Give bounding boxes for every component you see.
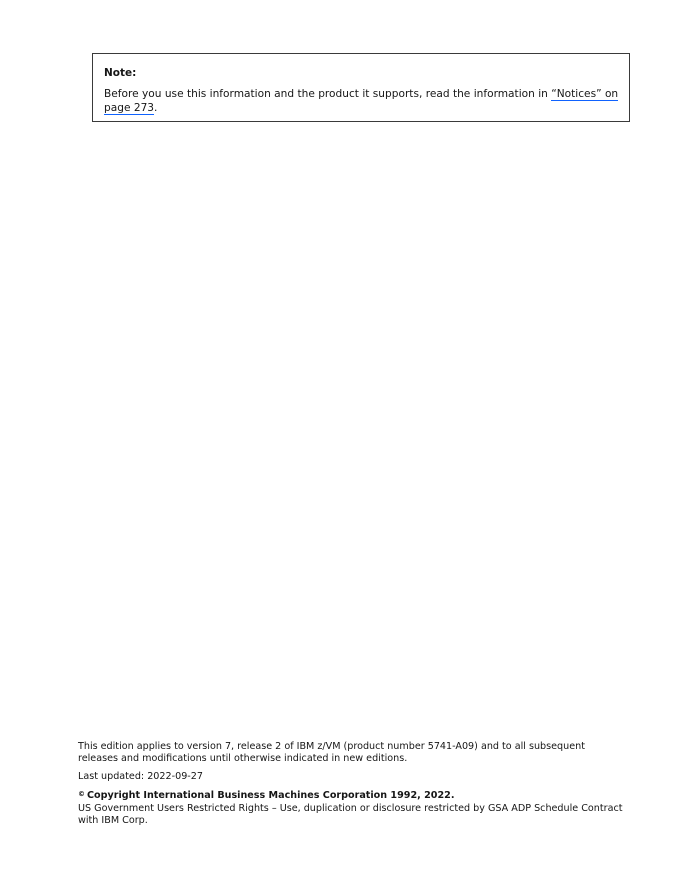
note-title: Note:	[104, 67, 137, 79]
note-text	[104, 87, 619, 115]
note-box	[92, 53, 630, 122]
edition-notice: This edition applies to version 7, release 2 of IBM z/VM (product number 5741-A09) and to all subsequent releases and modifications until otherwise indicated in new editions.	[78, 741, 585, 765]
copyright-text: Copyright International Business Machines Corporation 1992, 2022.	[87, 790, 455, 802]
copyright-symbol: ©	[78, 790, 85, 799]
note-text-after-link: .	[154, 102, 158, 114]
edition-block	[78, 741, 623, 827]
copyright-line	[78, 788, 623, 802]
note-text-before-link: Before you use this information and the product it supports, read the information in	[104, 88, 552, 100]
restricted-rights: US Government Users Restricted Rights – Use, duplication or disclosure restricted by GSA ADP Schedule Contract with IBM Corp.	[78, 802, 623, 827]
notices-link[interactable]: “Notices” on page 273	[104, 88, 619, 114]
last-updated: Last updated: 2022-09-27	[78, 770, 203, 782]
